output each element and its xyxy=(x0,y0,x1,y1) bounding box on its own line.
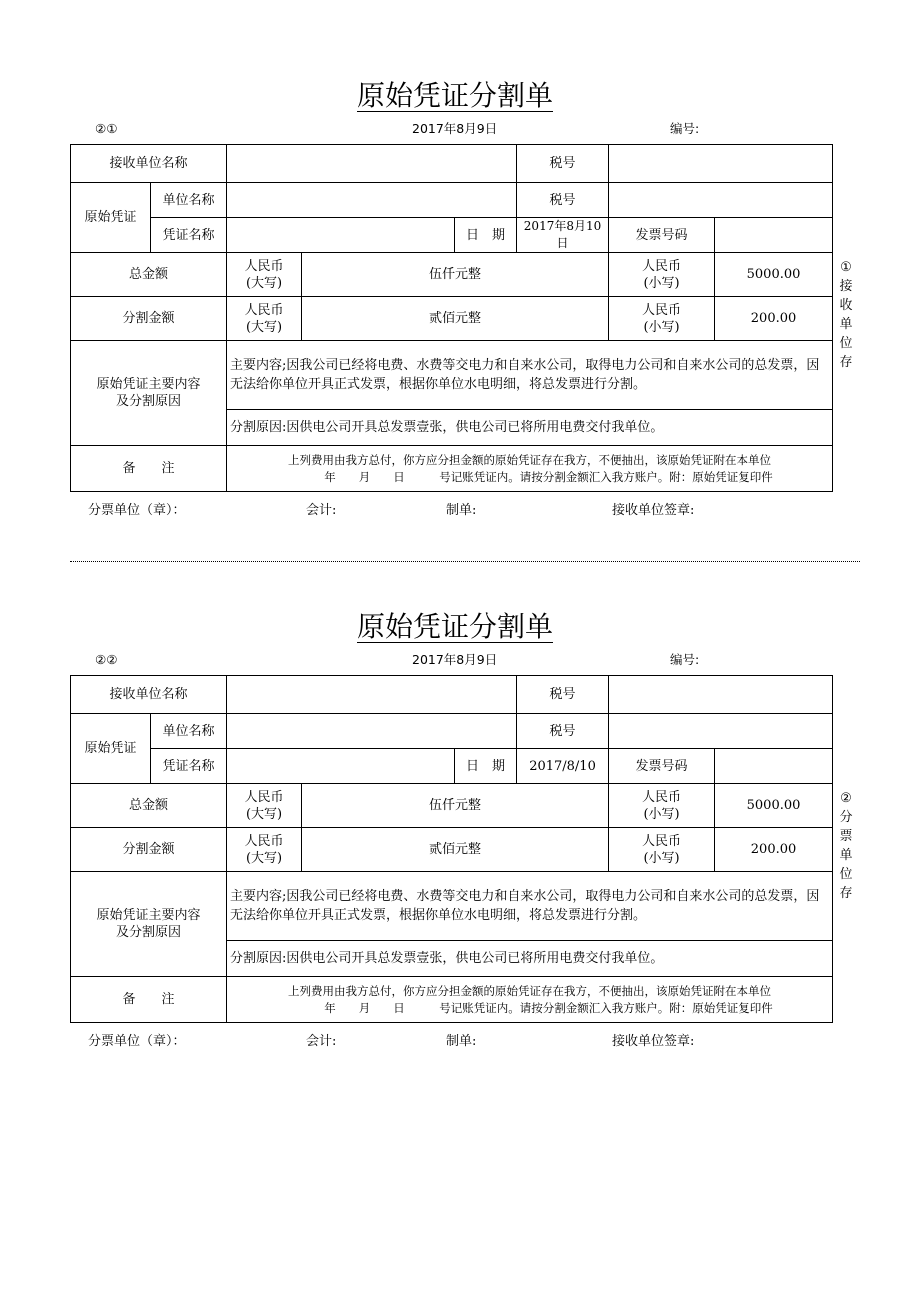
rmb-lower-label: 人民币 (小写) xyxy=(609,828,715,872)
sign-issuer: 分票单位（章）： xyxy=(88,1034,186,1049)
date-value[interactable]: 2017/8/10 xyxy=(517,749,609,784)
receiver-value[interactable] xyxy=(227,145,517,183)
sign-maker: 制单: xyxy=(446,1034,477,1049)
number-label: 编号: xyxy=(670,652,700,667)
total-upper-value[interactable]: 伍仟元整 xyxy=(302,784,609,828)
main-content[interactable]: 主要内容;因我公司已经将电费、水费等交电力和自来水公司，取得电力公司和自来水公司的总发票，因无法给你单位开具正式发票，根据你单位水电明细，将总发票进行分割。 xyxy=(227,872,833,941)
split-lower-value[interactable]: 200.00 xyxy=(715,297,833,341)
date-label: 日 期 xyxy=(455,749,517,784)
copy-mark: ②① xyxy=(95,121,118,136)
invoice-no-value[interactable] xyxy=(715,749,833,784)
voucher-name-value[interactable] xyxy=(227,218,455,253)
total-upper-value[interactable]: 伍仟元整 xyxy=(302,253,609,297)
rmb-upper-label: 人民币 (大写) xyxy=(227,297,302,341)
voucher-name-label: 凭证名称 xyxy=(151,218,227,253)
sign-issuer: 分票单位（章）： xyxy=(88,503,186,518)
unit-tax-value[interactable] xyxy=(609,183,833,218)
tax-value[interactable] xyxy=(609,676,833,714)
split-label: 分割金额 xyxy=(71,828,227,872)
total-label: 总金额 xyxy=(71,784,227,828)
form-title: 原始凭证分割单 xyxy=(356,610,553,643)
rmb-upper-label: 人民币 (大写) xyxy=(227,828,302,872)
remark-value[interactable]: 上列费用由我方总付，你方应分担金额的原始凭证存在我方，不便抽出，该原始凭证附在本单位 年 月 日 号记账凭证内。请按分割金额汇入我方账户。附：原始凭证复印件 xyxy=(227,977,833,1023)
sign-accountant: 会计: xyxy=(306,1034,337,1049)
side-note: ① 接 收 单 位 存 xyxy=(839,260,853,370)
copy-mark: ②② xyxy=(95,652,118,667)
side-note: ② 分 票 单 位 存 xyxy=(839,791,853,901)
voucher-table xyxy=(70,675,833,1023)
sign-maker: 制单: xyxy=(446,503,477,518)
voucher-name-label: 凭证名称 xyxy=(151,749,227,784)
number-label: 编号: xyxy=(670,121,700,136)
remark-label: 备 注 xyxy=(71,977,227,1023)
rmb-lower-label: 人民币 (小写) xyxy=(609,297,715,341)
main-content[interactable]: 主要内容;因我公司已经将电费、水费等交电力和自来水公司，取得电力公司和自来水公司的总发票，因无法给你单位开具正式发票，根据你单位水电明细，将总发票进行分割。 xyxy=(227,341,833,410)
rmb-lower-label: 人民币 (小写) xyxy=(609,253,715,297)
voucher-name-value[interactable] xyxy=(227,749,455,784)
date-value[interactable]: 2017年8月10日 xyxy=(517,218,609,253)
receiver-label: 接收单位名称 xyxy=(71,145,227,183)
split-lower-value[interactable]: 200.00 xyxy=(715,828,833,872)
voucher-table xyxy=(70,144,833,492)
split-reason[interactable]: 分割原因:因供电公司开具总发票壹张，供电公司已将所用电费交付我单位。 xyxy=(227,941,833,977)
sign-receiver: 接收单位签章: xyxy=(612,1034,695,1049)
unit-name-value[interactable] xyxy=(227,183,517,218)
split-upper-value[interactable]: 贰佰元整 xyxy=(302,828,609,872)
split-label: 分割金额 xyxy=(71,297,227,341)
unit-tax-value[interactable] xyxy=(609,714,833,749)
unit-tax-label: 税号 xyxy=(517,714,609,749)
invoice-no-label: 发票号码 xyxy=(609,218,715,253)
unit-name-label: 单位名称 xyxy=(151,183,227,218)
original-label: 原始凭证 xyxy=(71,183,151,253)
tax-label: 税号 xyxy=(517,676,609,714)
form-date: 2017年8月9日 xyxy=(412,121,498,136)
reason-label: 原始凭证主要内容 及分割原因 xyxy=(71,341,227,446)
rmb-lower-label: 人民币 (小写) xyxy=(609,784,715,828)
cut-line xyxy=(70,561,860,562)
remark-value[interactable]: 上列费用由我方总付，你方应分担金额的原始凭证存在我方，不便抽出，该原始凭证附在本单位 年 月 日 号记账凭证内。请按分割金额汇入我方账户。附：原始凭证复印件 xyxy=(227,446,833,492)
total-lower-value[interactable]: 5000.00 xyxy=(715,784,833,828)
reason-label: 原始凭证主要内容 及分割原因 xyxy=(71,872,227,977)
receiver-value[interactable] xyxy=(227,676,517,714)
receiver-label: 接收单位名称 xyxy=(71,676,227,714)
unit-name-label: 单位名称 xyxy=(151,714,227,749)
original-label: 原始凭证 xyxy=(71,714,151,784)
remark-label: 备 注 xyxy=(71,446,227,492)
unit-name-value[interactable] xyxy=(227,714,517,749)
split-upper-value[interactable]: 贰佰元整 xyxy=(302,297,609,341)
rmb-upper-label: 人民币 (大写) xyxy=(227,784,302,828)
unit-tax-label: 税号 xyxy=(517,183,609,218)
split-reason[interactable]: 分割原因:因供电公司开具总发票壹张，供电公司已将所用电费交付我单位。 xyxy=(227,410,833,446)
form-date: 2017年8月9日 xyxy=(412,652,498,667)
rmb-upper-label: 人民币 (大写) xyxy=(227,253,302,297)
date-label: 日 期 xyxy=(455,218,517,253)
sign-accountant: 会计: xyxy=(306,503,337,518)
sign-receiver: 接收单位签章: xyxy=(612,503,695,518)
invoice-no-value[interactable] xyxy=(715,218,833,253)
tax-value[interactable] xyxy=(609,145,833,183)
invoice-no-label: 发票号码 xyxy=(609,749,715,784)
form-title: 原始凭证分割单 xyxy=(356,79,553,112)
tax-label: 税号 xyxy=(517,145,609,183)
total-lower-value[interactable]: 5000.00 xyxy=(715,253,833,297)
total-label: 总金额 xyxy=(71,253,227,297)
